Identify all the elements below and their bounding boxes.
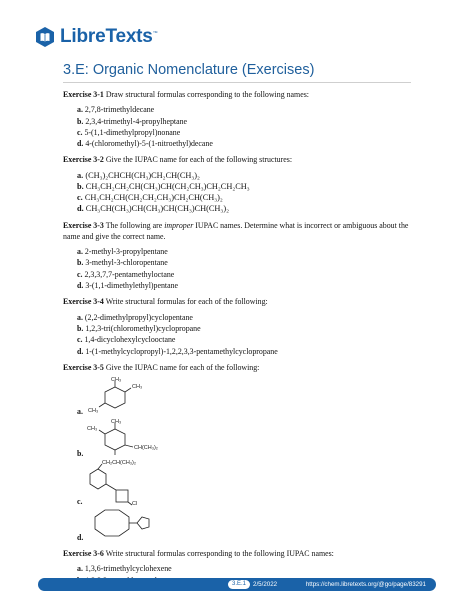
exercise-content xyxy=(63,84,411,586)
structure-b-label: b. xyxy=(77,448,84,458)
list-item: d. 4-(chloromethyl)-5-(1-nitroethyl)decane xyxy=(77,139,213,149)
ch3-label: CH₃ xyxy=(87,426,98,433)
exercise-3-1-prompt: Exercise 3-1 Draw structural formulas corresponding to the following names: xyxy=(63,90,309,99)
libretexts-logo[interactable] xyxy=(34,26,158,48)
ch3-label: CH₃ xyxy=(131,384,143,391)
ch3-label: CH₃ xyxy=(87,408,99,415)
isopropyl-label: CH(CH₃)₂ xyxy=(134,445,159,452)
list-item: c. 2,3,3,7,7-pentamethyloctane xyxy=(77,269,175,279)
list-item: a. 2,7,8-trimethyldecane xyxy=(77,105,155,115)
exercise-3-6-prompt: Exercise 3-6 Write structural formulas corresponding to the following IUPAC names: xyxy=(63,549,334,559)
footer-url-link[interactable]: https://chem.libretexts.org/@go/page/83291 xyxy=(305,581,426,588)
structure-b xyxy=(77,417,411,459)
list-item: c. 5-(1,1-dimethylpropyl)nonane xyxy=(77,127,181,137)
ch3-label: CH₃ xyxy=(110,377,122,384)
structure-c xyxy=(77,459,411,507)
brand-name: LibreTexts™ xyxy=(60,26,158,47)
isobutyl-label: CH₂CH(CH₃)₂ xyxy=(102,460,137,467)
structure-d-label: d. xyxy=(77,532,84,542)
list-item: d. CH₃CH(CH₃)CH(CH₃)CH(CH₃)CH(CH₃)₂ xyxy=(77,204,229,214)
exercise-3-2-prompt: Exercise 3-2 Give the IUPAC name for each of the following structures: xyxy=(63,155,293,165)
exercise-3-4-prompt: Exercise 3-4 Write structural formulas for each of the following: xyxy=(63,297,268,307)
list-item: a. 2-methyl-3-propylpentane xyxy=(77,247,168,257)
title-divider xyxy=(63,82,411,83)
chlorine-label: Cl xyxy=(132,501,138,508)
structure-a-drawing xyxy=(85,377,155,417)
page-title: 3.E: Organic Nomenclature (Exercises) xyxy=(63,62,315,78)
structure-a xyxy=(77,377,411,417)
exercise-3-4-items xyxy=(77,312,411,357)
structure-c-drawing xyxy=(84,459,174,507)
structure-c-label: c. xyxy=(77,496,83,506)
list-item: a. (CH₃)₂CHCH(CH₃)CH₂CH(CH₃)₂ xyxy=(77,170,200,180)
libretexts-hex-icon xyxy=(34,26,56,48)
ch3-label: CH₃ xyxy=(111,419,122,426)
exercise-3-3-prompt: Exercise 3-3 The following are improper IUPAC names. Determine what is incorrect or ambiguous about the name and give the correct name. xyxy=(63,220,409,241)
list-item: d. 3-(1,1-dimethylethyl)pentane xyxy=(77,281,179,291)
structure-a-label: a. xyxy=(77,406,83,416)
list-item: c. 1,4-dicyclohexylcyclooctane xyxy=(77,335,176,345)
exercise-3-1-items xyxy=(77,104,411,149)
list-item: b. 2,3,4-trimethyl-4-propylheptane xyxy=(77,116,188,126)
list-item: a. (2,2-dimethylpropyl)cyclopentane xyxy=(77,312,193,322)
list-item: a. 1,3,6-trimethylcyclohexene xyxy=(77,564,172,574)
structure-d-drawing xyxy=(85,507,175,543)
exercise-3-2-items xyxy=(77,170,411,215)
list-item: c. CH₃CH₂CH(CH₂CH₂CH₃)CH₂CH(CH₃)₂ xyxy=(77,193,223,203)
list-item: d. 1-(1-methylcyclopropyl)-1,2,2,3,3-pentamethylcyclopropane xyxy=(77,346,278,356)
list-item: b. 1,2,3-tri(chloromethyl)cyclopropane xyxy=(77,323,201,333)
exercise-3-3-items xyxy=(77,246,411,291)
page-number: 3.E.1 xyxy=(228,580,250,589)
page-footer xyxy=(38,578,436,591)
exercise-3-5-prompt: Exercise 3-5 Give the IUPAC name for each of the following: xyxy=(63,362,260,372)
structure-b-drawing xyxy=(85,417,175,459)
list-item: b. CH₃CH₂CH₂CH(CH₃)CH(CH₂CH₃)CH₂CH₂CH₃ xyxy=(77,181,250,191)
footer-date: 2/5/2022 xyxy=(253,581,278,588)
list-item: b. 3-methyl-3-chloropentane xyxy=(77,258,168,268)
structure-d xyxy=(77,507,411,543)
